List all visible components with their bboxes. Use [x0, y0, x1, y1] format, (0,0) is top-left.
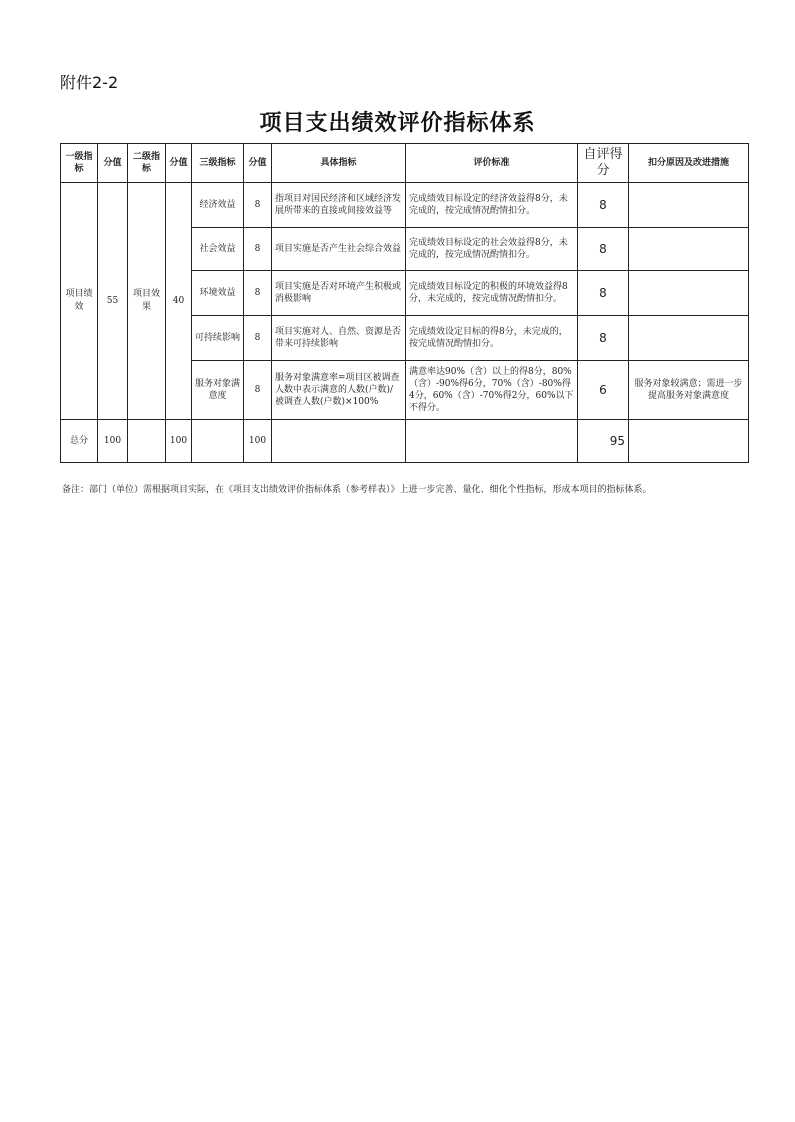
footnote: 备注：部门（单位）需根据项目实际，在《项目支出绩效评价指标体系（参考样表）》上进一步完善、量化、细化个性指标，形成本项目的指标体系。 — [62, 485, 652, 495]
header-score2: 分值 — [166, 144, 192, 183]
self-score-cell: 8 — [578, 183, 629, 228]
total-empty-cell — [192, 420, 244, 463]
self-score-cell: 8 — [578, 228, 629, 271]
level3-name: 服务对象满意度 — [192, 361, 244, 420]
criteria-cell: 完成绩效目标设定的积极的环境效益得8分，未完成的，按完成情况酌情扣分。 — [406, 271, 578, 316]
header-self-score: 自评得分 — [578, 144, 629, 183]
detail-cell: 指项目对国民经济和区域经济发展所带来的直接或间接效益等 — [272, 183, 406, 228]
self-score-cell: 6 — [578, 361, 629, 420]
level1-score: 55 — [98, 183, 128, 420]
total-empty-cell — [629, 420, 749, 463]
criteria-cell: 满意率达90%（含）以上的得8分，80%（含）-90%得6分，70%（含）-80%得4分，60%（含）-70%得2分，60%以下不得分。 — [406, 361, 578, 420]
total-score2: 100 — [166, 420, 192, 463]
level3-score: 8 — [244, 228, 272, 271]
reason-cell — [629, 316, 749, 361]
total-empty-cell — [272, 420, 406, 463]
detail-cell: 服务对象满意率=项目区被调查人数中表示满意的人数(户数)/被调查人数(户数)×100% — [272, 361, 406, 420]
header-level1: 一级指标 — [61, 144, 98, 183]
total-self-score: 95 — [578, 420, 629, 463]
level3-score: 8 — [244, 183, 272, 228]
page-title: 项目支出绩效评价指标体系 — [259, 111, 536, 136]
level3-score: 8 — [244, 316, 272, 361]
level3-score: 8 — [244, 361, 272, 420]
header-detail: 具体指标 — [272, 144, 406, 183]
reason-cell — [629, 271, 749, 316]
indicator-table — [60, 143, 749, 463]
header-score3: 分值 — [244, 144, 272, 183]
detail-cell: 项目实施对人、自然、资源是否带来可持续影响 — [272, 316, 406, 361]
table-row — [61, 183, 749, 228]
level3-name: 社会效益 — [192, 228, 244, 271]
table-header-row — [61, 144, 749, 183]
level3-name: 环境效益 — [192, 271, 244, 316]
header-level2: 二级指标 — [128, 144, 166, 183]
self-score-cell: 8 — [578, 271, 629, 316]
reason-cell — [629, 183, 749, 228]
level3-name: 经济效益 — [192, 183, 244, 228]
level3-name: 可持续影响 — [192, 316, 244, 361]
detail-cell: 项目实施是否对环境产生积极或消极影响 — [272, 271, 406, 316]
reason-cell: 服务对象较满意；需进一步提高服务对象满意度 — [629, 361, 749, 420]
header-level3: 三级指标 — [192, 144, 244, 183]
header-reason: 扣分原因及改进措施 — [629, 144, 749, 183]
total-label: 总分 — [61, 420, 98, 463]
reason-cell — [629, 228, 749, 271]
total-empty-cell — [406, 420, 578, 463]
level2-name: 项目效果 — [128, 183, 166, 420]
total-empty-cell — [128, 420, 166, 463]
total-score1: 100 — [98, 420, 128, 463]
header-score1: 分值 — [98, 144, 128, 183]
total-row — [61, 420, 749, 463]
level3-score: 8 — [244, 271, 272, 316]
criteria-cell: 完成绩效设定目标的得8分，未完成的，按完成情况酌情扣分。 — [406, 316, 578, 361]
total-score3: 100 — [244, 420, 272, 463]
header-criteria: 评价标准 — [406, 144, 578, 183]
criteria-cell: 完成绩效目标设定的社会效益得8分，未完成的，按完成情况酌情扣分。 — [406, 228, 578, 271]
level2-score: 40 — [166, 183, 192, 420]
attachment-label: 附件2-2 — [60, 73, 119, 92]
criteria-cell: 完成绩效目标设定的经济效益得8分，未完成的，按完成情况酌情扣分。 — [406, 183, 578, 228]
detail-cell: 项目实施是否产生社会综合效益 — [272, 228, 406, 271]
level1-name: 项目绩效 — [61, 183, 98, 420]
self-score-cell: 8 — [578, 316, 629, 361]
